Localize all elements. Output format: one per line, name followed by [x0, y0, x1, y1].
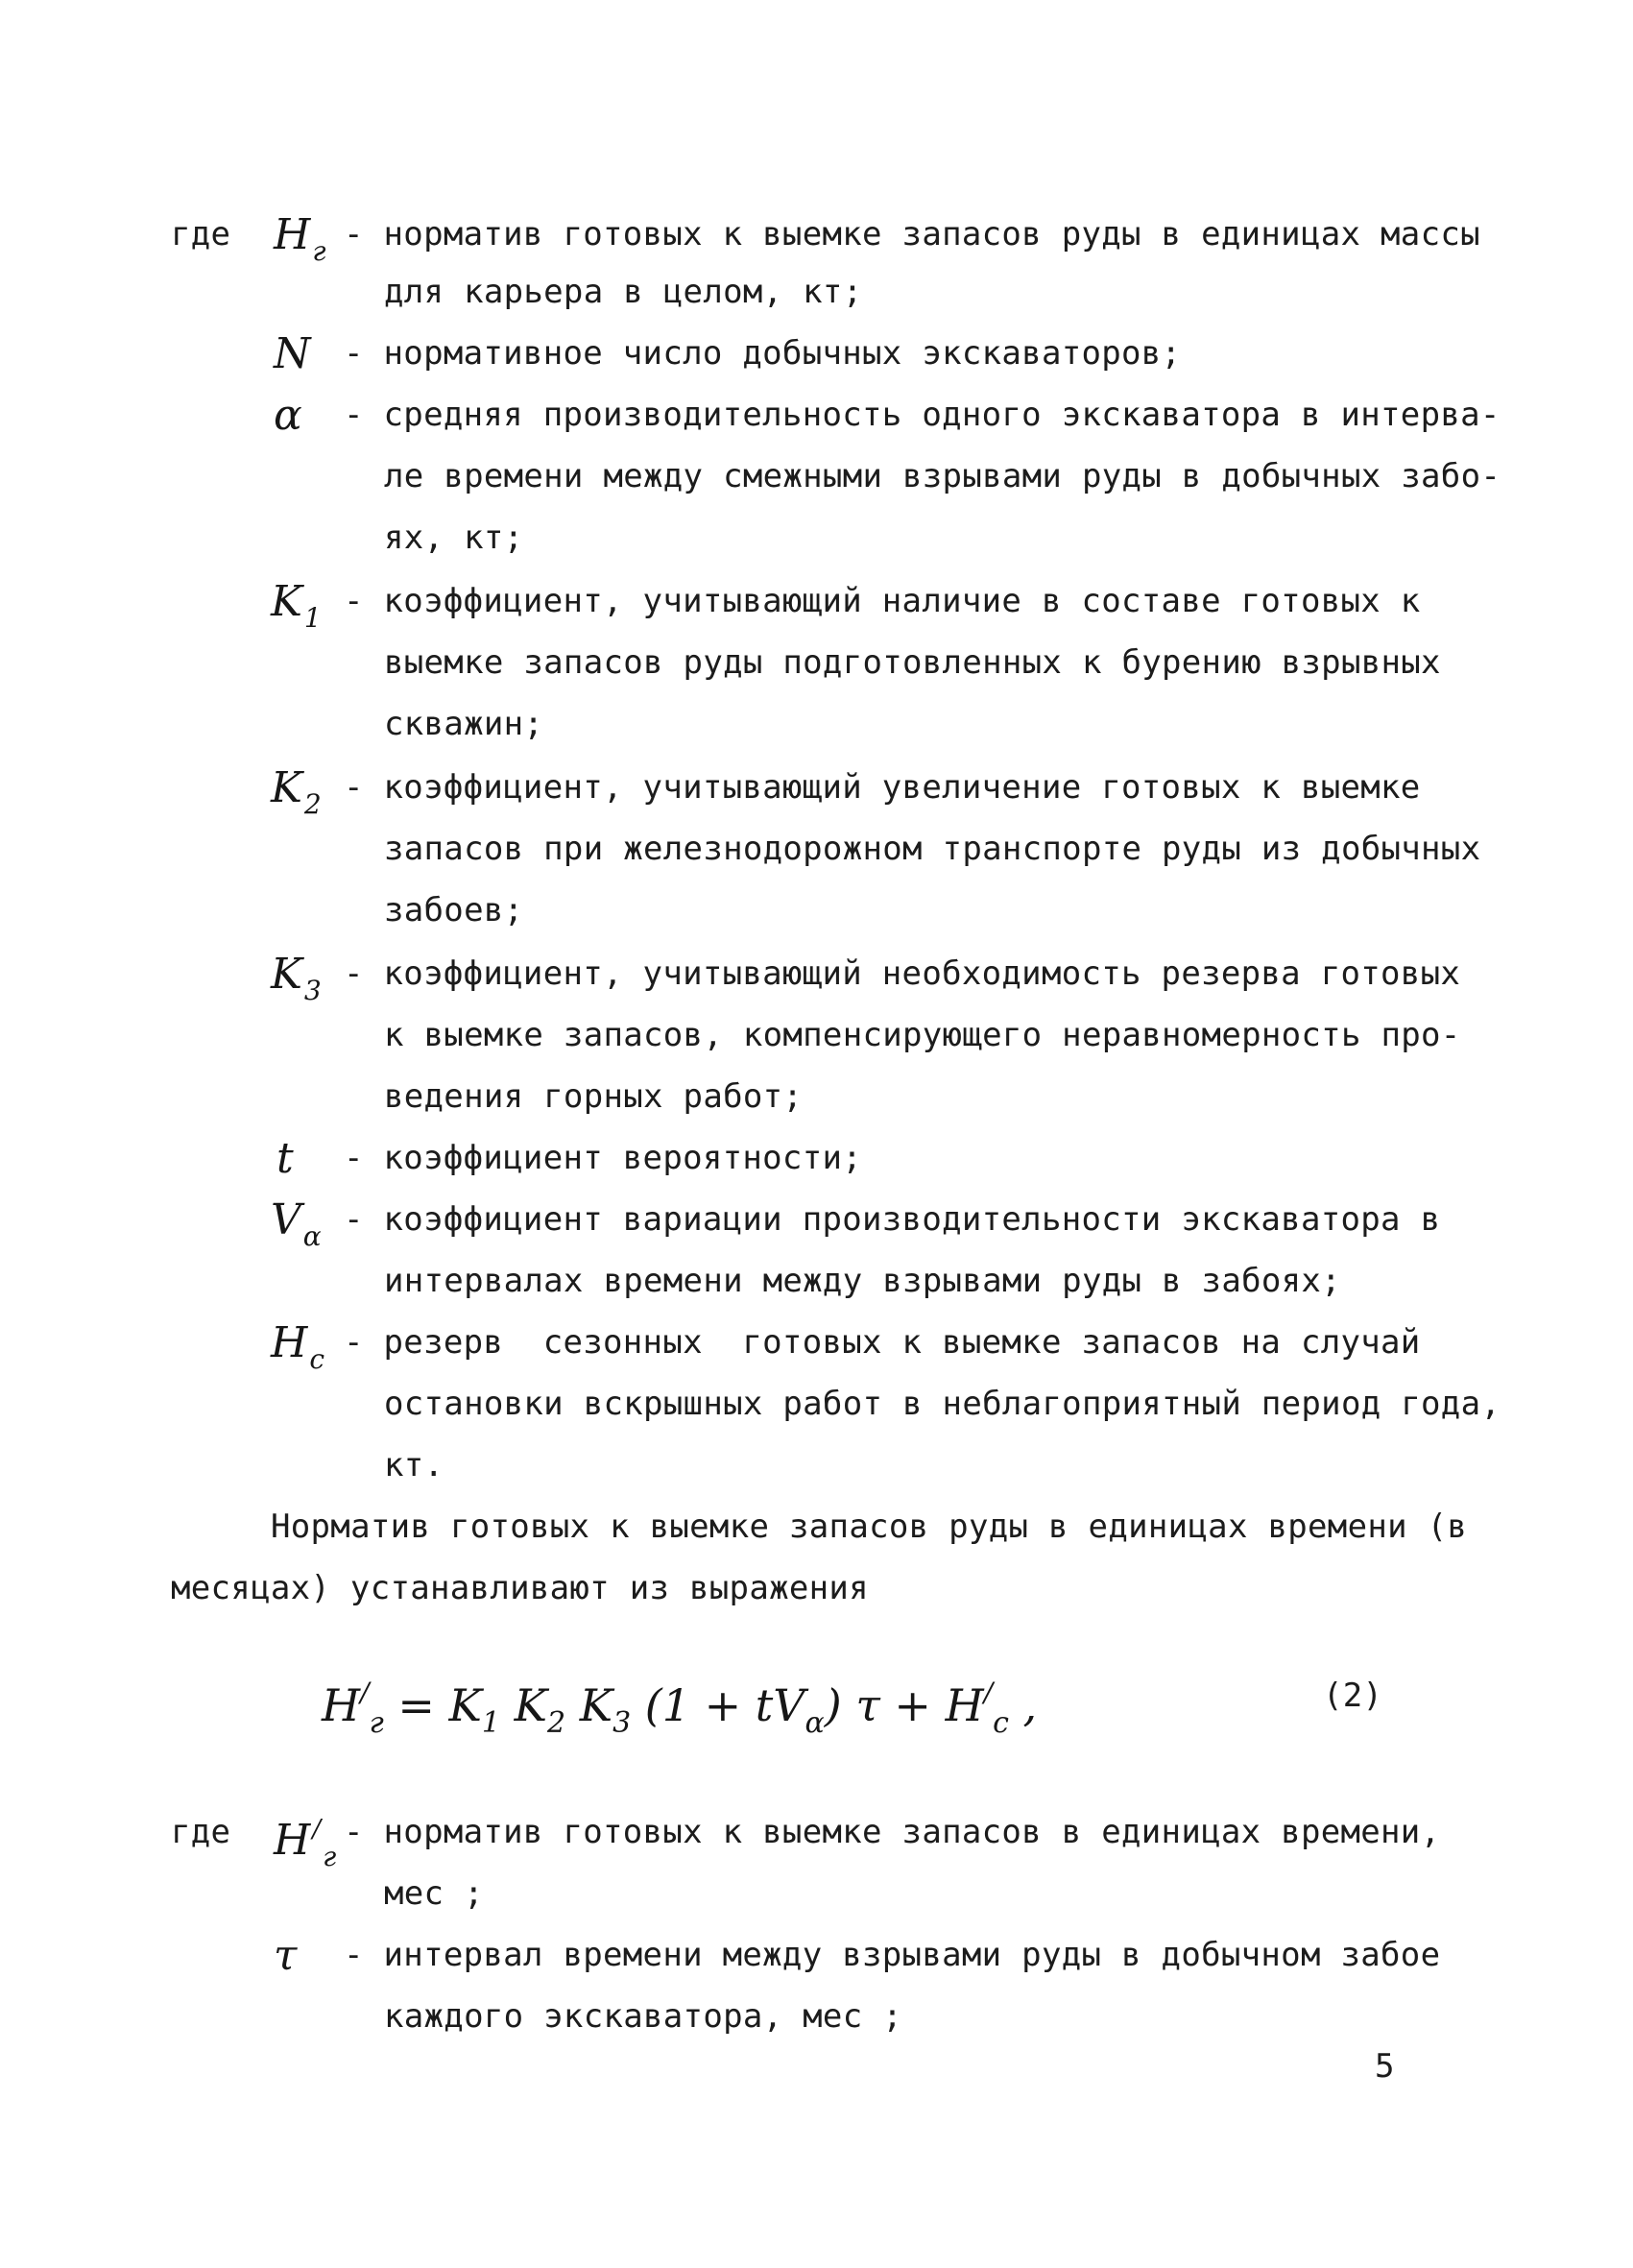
- definition-line: - коэффициент вероятности;: [344, 1139, 863, 1177]
- definition-line: - средняя производительность одного экскаватора в интерва-: [344, 396, 1501, 434]
- definition-line: - коэффициент вариации производительности экскаватора в: [344, 1200, 1441, 1239]
- symbol-N: N: [274, 329, 311, 378]
- definition-line: ведения горных работ;: [384, 1077, 804, 1116]
- definition-line: ях, кт;: [384, 519, 524, 557]
- definition-line: остановки вскрышных работ в неблагоприятный период года,: [384, 1385, 1501, 1423]
- definition-line: - норматив готовых к выемке запасов руды в единицах массы: [344, 215, 1480, 253]
- symbol-K2: $K_2$: [271, 763, 322, 820]
- paragraph-line: месяцах) устанавливают из выражения: [171, 1569, 869, 1607]
- symbol-V-alpha: $V_\alpha$: [271, 1195, 322, 1252]
- symbol-K3: $K_3$: [271, 950, 322, 1006]
- paragraph-line: Норматив готовых к выемке запасов руды в единицах времени (в: [271, 1508, 1468, 1546]
- definition-line: каждого экскаватора, мес ;: [384, 1997, 903, 2036]
- definition-line: - резерв сезонных готовых к выемке запасов на случай: [344, 1323, 1421, 1362]
- definition-line: - интервал времени между взрывами руды в добычном забое: [344, 1936, 1441, 1974]
- symbol-t: t: [276, 1134, 294, 1183]
- symbol-tau: τ: [274, 1931, 298, 1980]
- definition-line: - коэффициент, учитывающий наличие в составе готовых к: [344, 582, 1421, 620]
- definition-line: для карьера в целом, кт;: [384, 273, 863, 311]
- page-number: 5: [1375, 2047, 1395, 2086]
- definition-line: - норматив готовых к выемке запасов в единицах времени,: [344, 1813, 1441, 1851]
- definition-line: интервалах времени между взрывами руды в забоях;: [384, 1262, 1341, 1300]
- definition-line: скважин;: [384, 705, 544, 743]
- definition-line: ле времени между смежными взрывами руды в добычных забо-: [384, 457, 1501, 495]
- formula-2: $H^/_г = K_1$ $K_2$ $K_3$ $(1 + tV_\alpha)$ $\tau + H^/_c$ ,: [322, 1677, 1038, 1740]
- symbol-H-r-prime: $H^/_г$: [274, 1815, 337, 1872]
- definition-line: к выемке запасов, компенсирующего неравномерность про-: [384, 1016, 1461, 1054]
- symbol-H-c: $H_c$: [271, 1318, 325, 1375]
- symbol-K1: $K_1$: [271, 577, 322, 634]
- definition-line: запасов при железнодорожном транспорте руды из добычных: [384, 830, 1481, 868]
- where-label: где: [171, 1813, 231, 1851]
- symbol-alpha: α: [274, 391, 302, 440]
- definition-line: мес ;: [384, 1874, 484, 1913]
- definition-line: кт.: [384, 1446, 444, 1484]
- symbol-H-r: $H_г$: [274, 210, 326, 267]
- formula-number: (2): [1323, 1677, 1383, 1715]
- definition-line: забоев;: [384, 891, 524, 929]
- definition-line: - коэффициент, учитывающий увеличение готовых к выемке: [344, 768, 1421, 807]
- definition-line: выемке запасов руды подготовленных к бурению взрывных: [384, 643, 1441, 682]
- definition-line: - нормативное число добычных экскаваторов;: [344, 334, 1182, 373]
- definition-line: - коэффициент, учитывающий необходимость резерва готовых: [344, 954, 1461, 993]
- where-label: где: [171, 215, 231, 253]
